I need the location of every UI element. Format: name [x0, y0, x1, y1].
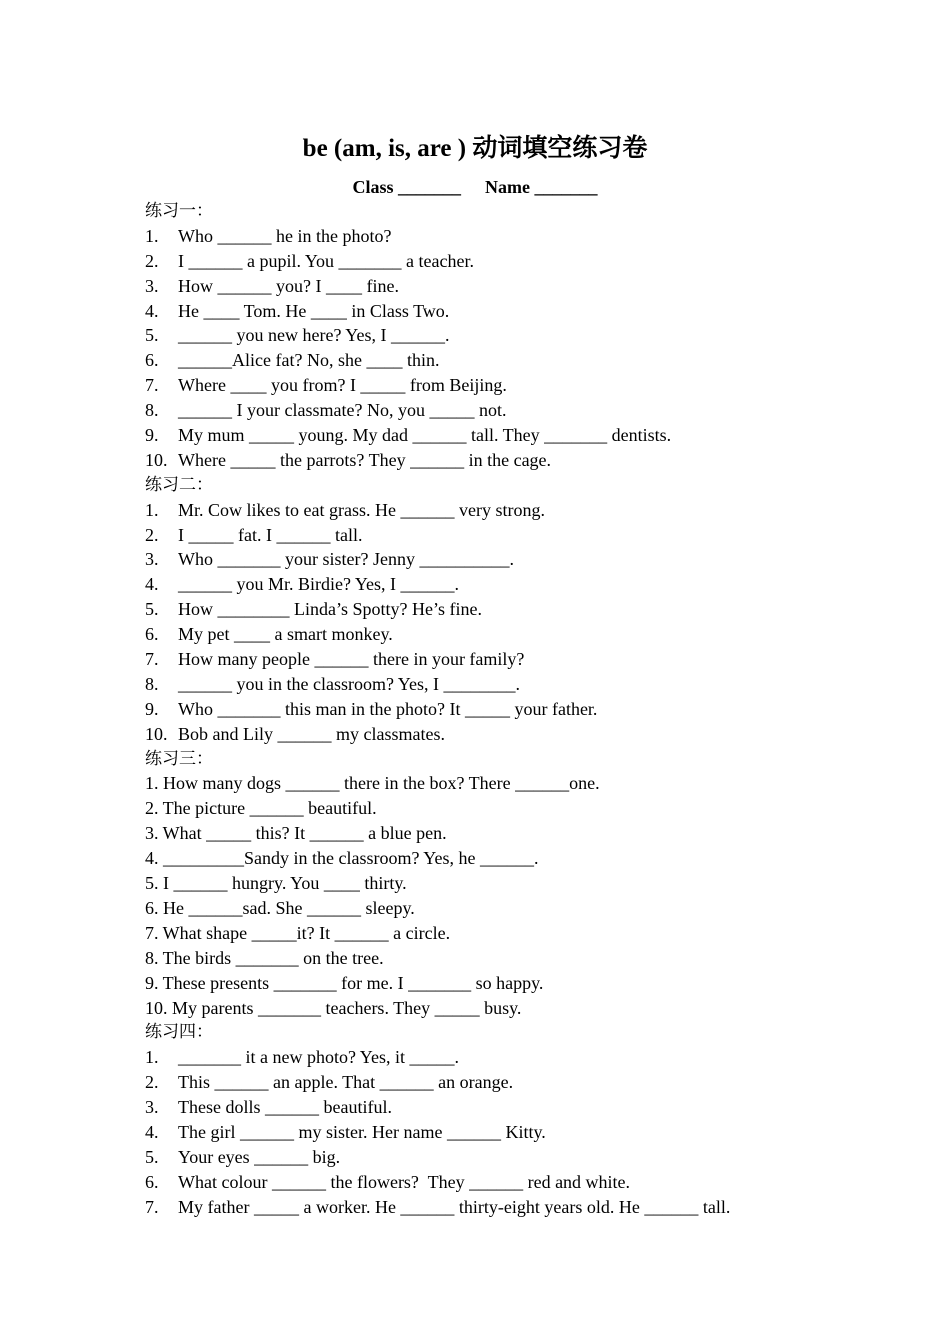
question-text: Who _______ this man in the photo? It _____ your father. [178, 698, 598, 719]
section-heading: 练习四： [145, 1022, 213, 1043]
question-number: 9. [145, 425, 159, 446]
question-item [145, 547, 905, 572]
question-text: Who ______ he in the photo? [178, 225, 392, 246]
question-text: This ______ an apple. That ______ an orange. [178, 1072, 514, 1093]
question-item [145, 373, 905, 398]
name-field: Name _______ [485, 177, 598, 197]
question-number: 7. [145, 1196, 159, 1217]
question-text: Where ____ you from? I _____ from Beijing. [178, 375, 507, 396]
question-item [145, 622, 905, 647]
question-text: ______ you new here? Yes, I ______. [178, 325, 450, 346]
question-item: 4. _________Sandy in the classroom? Yes, he ______. [145, 848, 539, 869]
question-item: 1. How many dogs ______ there in the box? There ______one. [145, 773, 600, 794]
question-text: ______ I your classmate? No, you _____ not. [178, 400, 507, 421]
question-number: 5. [145, 1146, 159, 1167]
question-text: I ______ a pupil. You _______ a teacher. [178, 250, 474, 271]
question-item [145, 523, 905, 548]
question-item [145, 224, 905, 249]
question-item: 8. The birds _______ on the tree. [145, 947, 384, 968]
question-item [145, 423, 905, 448]
question-item [145, 697, 905, 722]
question-item [145, 1120, 905, 1145]
section-heading: 练习一： [145, 201, 213, 221]
class-name-line [0, 175, 950, 199]
question-item: 10. My parents _______ teachers. They _____ busy. [145, 997, 522, 1018]
question-item [145, 1070, 905, 1095]
question-text: My pet ____ a smart monkey. [178, 624, 393, 645]
question-number: 3. [145, 275, 159, 296]
question-text: How ______ you? I ____ fine. [178, 275, 399, 296]
exercise-content [145, 199, 905, 1220]
question-item: 7. What shape _____it? It ______ a circle. [145, 922, 451, 943]
question-item [145, 572, 905, 597]
question-number: 5. [145, 599, 159, 620]
question-item: 9. These presents _______ for me. I _______ so happy. [145, 972, 544, 993]
question-item [145, 1195, 905, 1220]
question-number: 6. [145, 350, 159, 371]
question-item [145, 299, 905, 324]
question-item [145, 597, 905, 622]
question-number: 6. [145, 624, 159, 645]
question-number: 4. [145, 1121, 159, 1142]
question-text: _______ it a new photo? Yes, it _____. [178, 1047, 459, 1068]
question-text: Mr. Cow likes to eat grass. He ______ very strong. [178, 499, 545, 520]
question-item: 2. The picture ______ beautiful. [145, 798, 377, 819]
question-text: I _____ fat. I ______ tall. [178, 524, 363, 545]
question-item [145, 647, 905, 672]
question-item [145, 722, 905, 747]
page-title: be (am, is, are ) 动词填空练习卷 [302, 135, 648, 162]
question-text: ______ you in the classroom? Yes, I ________. [178, 673, 520, 694]
question-text: Your eyes ______ big. [178, 1146, 341, 1167]
question-number: 8. [145, 400, 159, 421]
question-number: 3. [145, 549, 159, 570]
question-text: The girl ______ my sister. Her name ______ Kitty. [178, 1121, 546, 1142]
question-number: 2. [145, 524, 159, 545]
question-text: Where _____ the parrots? They ______ in the cage. [178, 449, 552, 470]
question-item [145, 1095, 905, 1120]
question-number: 7. [145, 649, 159, 670]
question-text: My mum _____ young. My dad ______ tall. They _______ dentists. [178, 425, 672, 446]
question-text: How many people ______ there in your family? [178, 649, 525, 670]
question-text: These dolls ______ beautiful. [178, 1097, 392, 1118]
question-item [145, 672, 905, 697]
question-number: 8. [145, 673, 159, 694]
question-item: 6. He ______sad. She ______ sleepy. [145, 897, 415, 918]
question-number: 2. [145, 1072, 159, 1093]
question-text: ______Alice fat? No, she ____ thin. [178, 350, 440, 371]
question-number: 1. [145, 1047, 159, 1068]
question-number: 5. [145, 325, 159, 346]
question-number: 9. [145, 698, 159, 719]
question-item [145, 249, 905, 274]
question-item [145, 323, 905, 348]
question-text: What colour ______ the flowers? They ______ red and white. [178, 1171, 631, 1192]
question-number: 2. [145, 250, 159, 271]
question-item [145, 348, 905, 373]
question-item [145, 1045, 905, 1070]
question-item [145, 398, 905, 423]
question-item [145, 498, 905, 523]
question-number: 3. [145, 1097, 159, 1118]
question-text: How ________ Linda’s Spotty? He’s fine. [178, 599, 482, 620]
question-number: 4. [145, 574, 159, 595]
section-heading: 练习三： [145, 748, 213, 769]
question-text: ______ you Mr. Birdie? Yes, I ______. [178, 574, 460, 595]
question-number: 1. [145, 225, 159, 246]
question-number: 10. [145, 723, 168, 744]
section-heading: 练习二： [145, 474, 213, 495]
question-item: 5. I ______ hungry. You ____ thirty. [145, 873, 407, 894]
question-item: 3. What _____ this? It ______ a blue pen. [145, 823, 447, 844]
question-text: Bob and Lily ______ my classmates. [178, 723, 445, 744]
question-text: My father _____ a worker. He ______ thirty-eight years old. He ______ tall. [178, 1196, 731, 1217]
question-item [145, 274, 905, 299]
class-field: Class _______ [352, 177, 462, 197]
question-item [145, 1145, 905, 1170]
question-item [145, 1170, 905, 1195]
question-number: 10. [145, 449, 168, 470]
question-number: 1. [145, 499, 159, 520]
question-number: 7. [145, 375, 159, 396]
question-text: Who _______ your sister? Jenny __________. [178, 549, 514, 570]
question-number: 6. [145, 1171, 159, 1192]
question-item [145, 448, 905, 473]
question-number: 4. [145, 300, 159, 321]
question-text: He ____ Tom. He ____ in Class Two. [178, 300, 450, 321]
